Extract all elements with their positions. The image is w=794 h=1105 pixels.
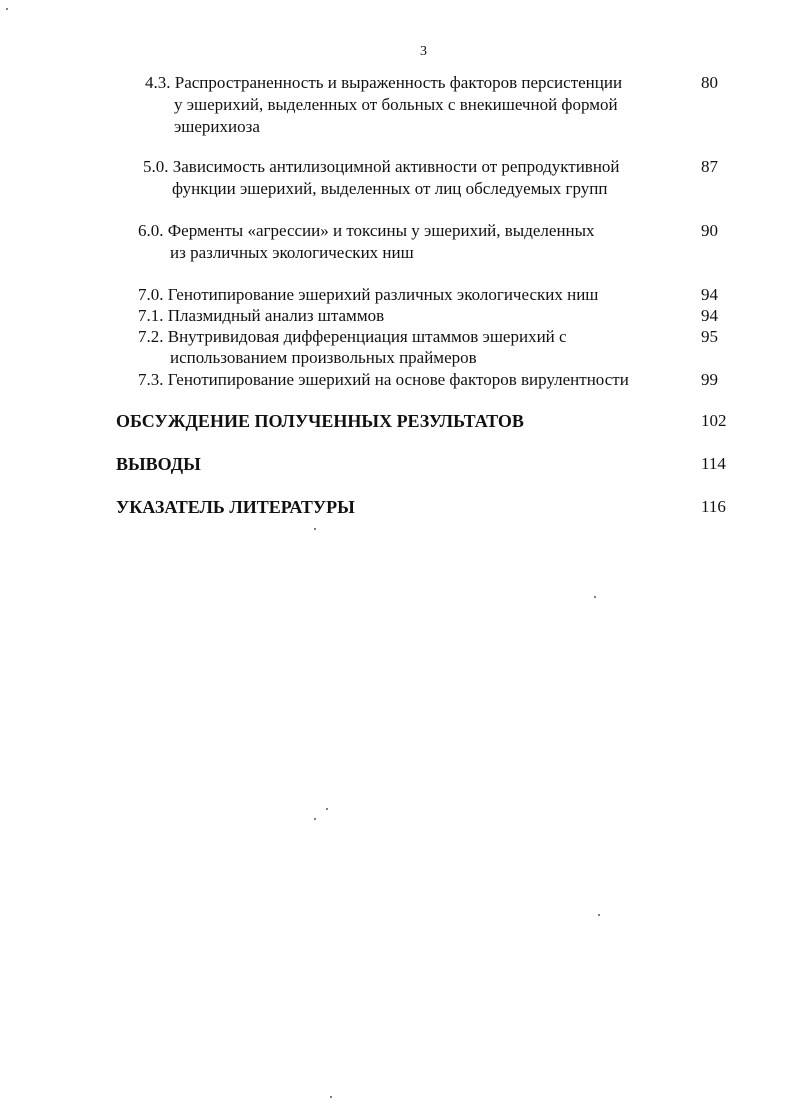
toc-heading-page: 114	[701, 454, 726, 473]
toc-entry-page: 94	[701, 285, 718, 304]
toc-heading-title: УКАЗАТЕЛЬ ЛИТЕРАТУРЫ	[116, 497, 355, 517]
scan-speck	[326, 808, 328, 810]
toc-entry-line: 6.0. Ферменты «агрессии» и токсины у эшерихий, выделенных	[138, 221, 595, 240]
scan-speck	[598, 914, 600, 916]
toc-entry-line: 7.0. Генотипирование эшерихий различных экологических ниш	[138, 285, 599, 304]
toc-entry-page: 90	[701, 221, 718, 240]
toc-entry-line: 7.3. Генотипирование эшерихий на основе факторов вирулентности	[138, 370, 629, 389]
toc-entry-line: 7.2. Внутривидовая дифференциация штаммов эшерихий с	[138, 327, 567, 346]
toc-entry-page: 95	[701, 327, 718, 346]
toc-heading-page: 102	[701, 411, 727, 430]
toc-entry-line: эшерихиоза	[174, 117, 260, 136]
toc-entry-line: 7.1. Плазмидный анализ штаммов	[138, 306, 385, 325]
page-number: 3	[420, 44, 427, 59]
toc-entry-page: 94	[701, 306, 718, 325]
toc-entry-page: 87	[701, 157, 718, 176]
toc-entry-line: у эшерихий, выделенных от больных с внекишечной формой	[174, 95, 618, 114]
scan-speck	[594, 596, 596, 598]
toc-entry-line: 4.3. Распространенность и выраженность факторов персистенции	[145, 73, 623, 92]
toc-entry-page: 99	[701, 370, 718, 389]
toc-entry-line: функции эшерихий, выделенных от лиц обследуемых групп	[172, 179, 608, 198]
toc-entry-line: использованием произвольных праймеров	[170, 348, 477, 367]
scan-speck	[6, 8, 8, 10]
toc-entry-line: 5.0. Зависимость антилизоцимной активности от репродуктивной	[143, 157, 620, 176]
scan-speck	[314, 818, 316, 820]
scan-speck	[314, 528, 316, 530]
toc-heading-page: 116	[701, 497, 726, 516]
toc-entry-line: из различных экологических ниш	[170, 243, 414, 262]
scan-speck	[330, 1096, 332, 1098]
toc-heading-title: ОБСУЖДЕНИЕ ПОЛУЧЕННЫХ РЕЗУЛЬТАТОВ	[116, 411, 524, 431]
toc-entry-page: 80	[701, 73, 718, 92]
toc-heading-title: ВЫВОДЫ	[116, 454, 201, 474]
